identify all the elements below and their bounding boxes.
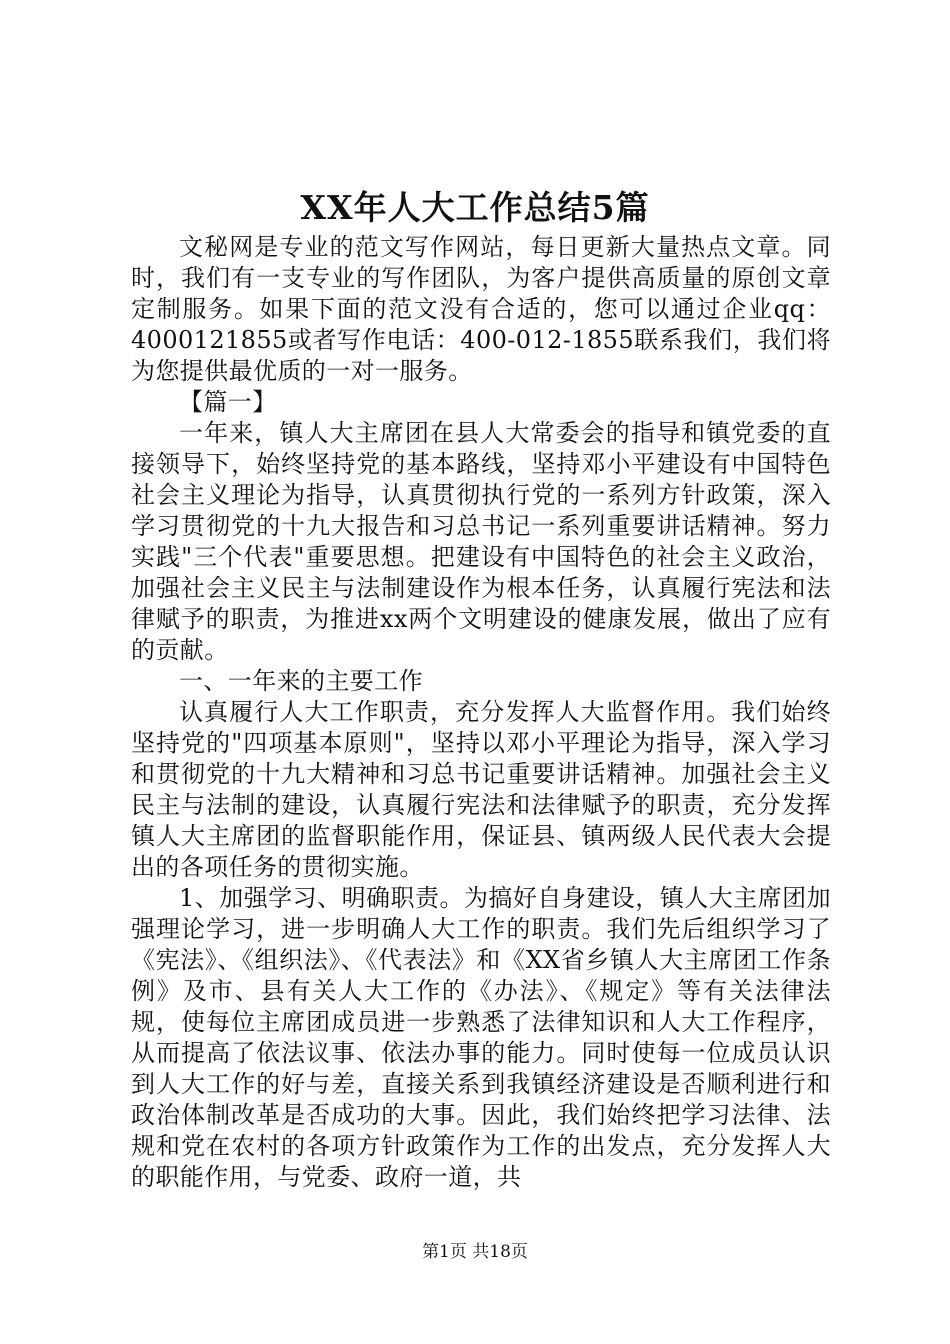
document-body xyxy=(131,232,831,1193)
body-paragraph: 一年来，镇人大主席团在县人大常委会的指导和镇党委的直接领导下，始终坚持党的基本路线，坚持邓小平建设有中国特色社会主义理论为指导，认真贯彻执行党的一系列方针政策，深入学习贯彻党的十九大报告和习总书记一系列重要讲话精神。努力实践"三个代表"重要思想。把建设有中国特色的社会主义政治，加强社会主义民主与法制建设作为根本任务，认真履行宪法和法律赋予的职责，为推进xx两个文明建设的健康发展，做出了应有的贡献。 xyxy=(131,419,831,664)
body-paragraph: 1、加强学习、明确职责。为搞好自身建设，镇人大主席团加强理论学习，进一步明确人大工作的职责。我们先后组织学习了《宪法》、《组织法》、《代表法》和《XX省乡镇人大主席团工作条例》及市、县有关人大工作的《办法》、《规定》等有关法律法规，使每位主席团成员进一步熟悉了法律知识和人大工作程序，从而提高了依法议事、依法办事的能力。同时使每一位成员认识到人大工作的好与差，直接关系到我镇经济建设是否顺利进行和政治体制改革是否成功的大事。因此，我们始终把学习法律、法规和党在农村的各项方针政策作为工作的出发点，充分发挥人大的职能作用，与党委、政府一道，共 xyxy=(131,884,831,1191)
body-paragraph: 认真履行人大工作职责，充分发挥人大监督作用。我们始终坚持党的"四项基本原则"，坚持以邓小平理论为指导，深入学习和贯彻党的十九大精神和习总书记重要讲话精神。加强社会主义民主与法制的建设，认真履行宪法和法律赋予的职责，充分发挥镇人大主席团的监督职能作用，保证县、镇两级人民代表大会提出的各项任务的贯彻实施。 xyxy=(131,698,831,881)
document-title: XX年人大工作总结5篇 xyxy=(300,188,650,227)
page-number-footer: 第1页 共18页 xyxy=(422,1242,528,1262)
section-heading-main-work: 一、一年来的主要工作 xyxy=(179,667,423,695)
section-heading-part-one: 【篇一】 xyxy=(179,388,277,416)
intro-paragraph: 文秘网是专业的范文写作网站，每日更新大量热点文章。同时，我们有一支专业的写作团队，为客户提供高质量的原创文章定制服务。如果下面的范文没有合适的，您可以通过企业qq：4000121855或者写作电话：400-012-1855联系我们，我们将为您提供最优质的一对一服务。 xyxy=(131,233,831,385)
